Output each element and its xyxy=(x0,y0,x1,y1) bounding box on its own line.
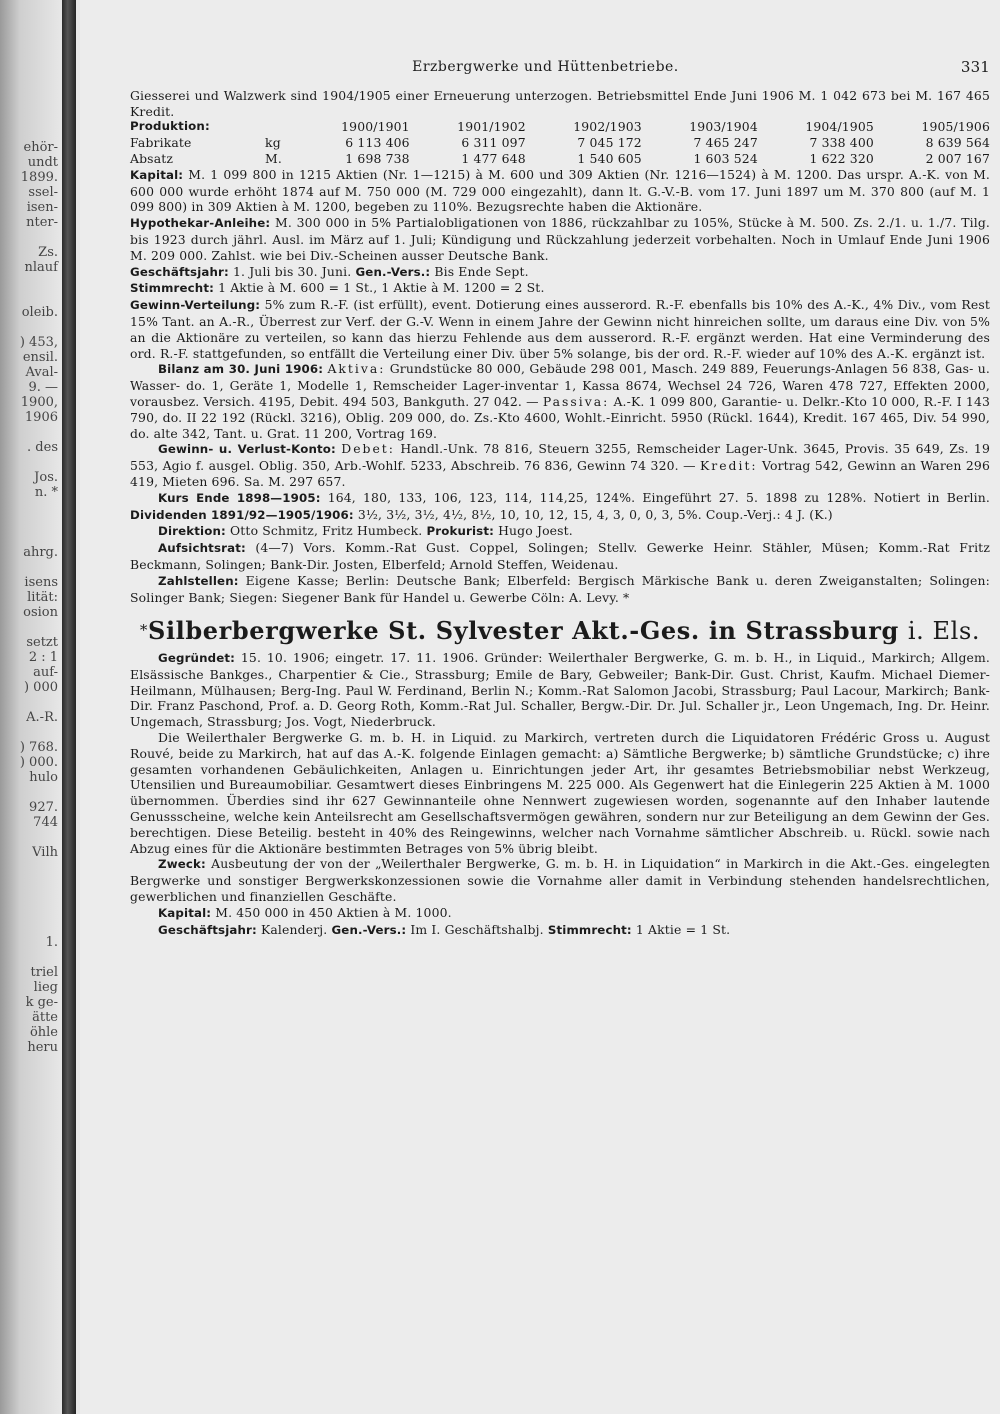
production-year: 1901/1902 xyxy=(457,119,526,135)
table-cell: 1 622 320 xyxy=(809,150,874,166)
production-year: 1902/1903 xyxy=(573,119,642,135)
stimmrecht-text: 1 Aktie à M. 600 = 1 St., 1 Aktie à M. 1200 = 2 St. xyxy=(218,280,545,296)
gegruendet-text: 15. 10. 1906; eingetr. 17. 11. 1906. Gründer: Weilerthaler Bergwerke, G. m. b. H., in Liquid., Markirch; Allgem. Elsässische Bankges., Charpentier & Cie., Strassburg; Emile de Bary, Gebweiler; Bank-Dir. Gust. Christ, Kaufm. Michael Diemer-Heilmann, Mülhausen; Berg-Ing. Paul W. Ferdinand, Berlin N.; Komm.-Rat Salomon Jacobi, Strassburg; Paul Lacour, Markirch; Bank-Dir. Franz Paschond, Prof. a. D. Georg Roth, Komm.-Rat Jul. Schaller, Bergw.-Dir. Dr. Jul. Schaller jr., Leon Ungemach, Ing. Dr. Heinr. Ungemach, Strassburg; Jos. Vogt, Niederbruck. xyxy=(130,650,991,730)
margin-fragment: 744 xyxy=(33,815,58,830)
margin-fragment: osion xyxy=(23,605,58,620)
margin-fragment: ) 000 xyxy=(23,680,58,695)
margin-fragment xyxy=(0,290,60,305)
margin-fragment: 927. xyxy=(29,800,58,815)
asterisk-mark: * xyxy=(139,621,149,640)
production-row-fabrikate xyxy=(130,135,990,151)
margin-fragment: öhle xyxy=(29,1025,58,1040)
gewinn-verteilung-paragraph xyxy=(130,297,990,361)
margin-fragment: 1900, xyxy=(20,395,58,410)
margin-fragment xyxy=(0,425,60,440)
margin-fragment: setzt xyxy=(26,635,58,650)
margin-fragment: . des xyxy=(27,440,58,455)
company-heading-sub: i. Els. xyxy=(907,617,981,646)
table-cell: 2 007 167 xyxy=(925,150,990,166)
margin-fragment: k ge- xyxy=(25,995,58,1010)
margin-fragment xyxy=(0,830,60,845)
margin-fragment: 1. xyxy=(45,935,58,950)
book-gutter xyxy=(62,0,76,1414)
margin-fragment xyxy=(0,455,60,470)
geschaeftsjahr-label: Geschäftsjahr: xyxy=(130,264,229,279)
stimmrecht2-label: Stimmrecht: xyxy=(547,922,632,937)
margin-fragment: ehör- xyxy=(23,140,58,155)
production-year: 1904/1905 xyxy=(805,119,874,135)
margin-fragment: ahrg. xyxy=(23,545,58,560)
page-content xyxy=(130,60,990,938)
production-block xyxy=(130,119,990,166)
aufsichtsrat-label: Aufsichtsrat: xyxy=(158,541,246,556)
direktion-label: Direktion: xyxy=(158,524,226,539)
debet-text: Handl.-Unk. 78 816, Steuern 3255, Remscheider Lager-Unk. 3645, Provis. 35 649, Zs. 19 553, Agio f. ausgel. Oblig. 350, Arb.-Wohlf. 5233, Abschreib. 76 836, Gewinn 74 320. — xyxy=(130,441,990,474)
table-cell: 7 465 247 xyxy=(693,135,758,151)
zahlstellen-text: Eigene Kasse; Berlin: Deutsche Bank; Elberfeld: Bergisch Märkische Bank u. deren Zweiganstalten; Solingen: Solinger Bank; Siegen: Siegener Bank für Handel u. Gewerbe Cöln: A. Levy. * xyxy=(130,572,990,605)
aufsichtsrat-paragraph xyxy=(130,540,990,573)
margin-fragment: Jos. xyxy=(34,470,58,485)
zahlstellen-label: Zahlstellen: xyxy=(158,573,239,588)
stimmrecht2-text: 1 Aktie = 1 St. xyxy=(635,921,731,937)
margin-fragment xyxy=(0,620,60,635)
production-year: 1900/1901 xyxy=(341,119,410,135)
table-cell: 6 311 097 xyxy=(461,135,526,151)
table-cell: 1 698 738 xyxy=(345,150,410,166)
zweck-text: Ausbeutung der von der „Weilerthaler Bergwerke, G. m. b. H. in Liquidation“ in Markirch in die Akt.-Ges. eingelegten Bergwerke und sonstiger Bergwerkskonzessionen sowie die Vornahme aller damit in Verbindung stehenden handelsrechtlichen, gewerblichen und finanziellen Geschäfte. xyxy=(130,856,991,905)
passiva-label: Passiva: xyxy=(542,393,610,409)
kredit-label: Kredit: xyxy=(700,458,758,474)
bilanz-label: Bilanz am 30. Juni 1906: xyxy=(158,362,324,377)
margin-fragment xyxy=(0,905,60,920)
margin-fragment: nlauf xyxy=(24,260,58,275)
row-label: Absatz xyxy=(130,150,174,166)
direktion-text: Otto Schmitz, Fritz Humbeck. xyxy=(230,523,423,539)
margin-fragment: n. * xyxy=(34,485,58,500)
row-unit: M. xyxy=(265,150,282,166)
margin-fragment: oleib. xyxy=(21,305,58,320)
table-cell: 1 603 524 xyxy=(693,150,758,166)
kredit-text: Vortrag 542, Gewinn an Waren 296 419, Mieten 696. Sa. M. 297 657. xyxy=(130,458,991,489)
gegruendet-paragraph xyxy=(130,650,990,730)
hypothek-label: Hypothekar-Anleihe: xyxy=(130,216,271,231)
margin-fragment: ) 768. xyxy=(19,740,58,755)
margin-fragment: undt xyxy=(27,155,58,170)
prokurist-label: Prokurist: xyxy=(426,524,494,539)
geschaeftsjahr-paragraph xyxy=(130,264,990,281)
hypothek-paragraph xyxy=(130,215,990,263)
margin-fragment xyxy=(0,320,60,335)
margin-fragment: ssel- xyxy=(28,185,58,200)
gewinn-verlust-label: Gewinn- u. Verlust-Konto: xyxy=(158,442,336,457)
geschaeftsjahr-text: 1. Juli bis 30. Juni. xyxy=(232,263,352,279)
aufsichtsrat-text: (4—7) Vors. Komm.-Rat Gust. Coppel, Solingen; Stellv. Gewerke Heinr. Stähler, Müsen; Komm.-Rat Fritz Beckmann, Solingen; Bank-Dir. Josten, Elberfeld; Arnold Steffen, Weidenau. xyxy=(130,540,990,572)
margin-fragment xyxy=(0,785,60,800)
margin-fragment: 2 : 1 xyxy=(28,650,58,665)
margin-fragment: Vilh xyxy=(32,845,58,860)
table-cell: 7 045 172 xyxy=(577,135,642,151)
geschaeftsjahr2-text: Kalenderj. xyxy=(260,921,328,937)
margin-fragment: ensil. xyxy=(22,350,58,365)
stimmrecht-label: Stimmrecht: xyxy=(130,281,214,296)
margin-fragment: lieg xyxy=(33,980,58,995)
margin-fragment xyxy=(0,530,60,545)
kapital2-paragraph xyxy=(130,905,990,922)
direktion-paragraph xyxy=(130,523,990,540)
geschaeftsjahr2-label: Geschäftsjahr: xyxy=(158,922,257,937)
book-page xyxy=(80,0,1000,1414)
kurse-paragraph xyxy=(130,490,990,524)
margin-fragment xyxy=(0,725,60,740)
genvers-label: Gen.-Vers.: xyxy=(355,264,431,279)
margin-fragment: 9. — xyxy=(28,380,58,395)
kurse-text: 164, 180, 133, 106, 123, 114, 114,25, 124%. Eingeführt 27. 5. 1898 zu 128%. Notiert in Berlin. xyxy=(327,489,990,505)
intro-paragraph: Giesserei und Walzwerk sind 1904/1905 einer Erneuerung unterzogen. Betriebsmittel Ende Juni 1906 M. 1 042 673 bei M. 167 465 Kredit. xyxy=(130,87,990,119)
margin-fragment: ätte xyxy=(32,1010,58,1025)
aktiva-text: Grundstücke 80 000, Gebäude 298 001, Masch. 249 889, Feuerungs-Anlagen 56 838, Gas- u. Wasser- do. 1, Geräte 1, Modelle 1, Remscheider Lager-inventar 1, Kassa 8674, Wechsel 24 726, Waren 478 727, Effekten 2000, vorausbez. Versich. 4195, Debit. 494 503, Bankguth. 27 042. — xyxy=(130,361,990,409)
table-cell: 8 639 564 xyxy=(925,135,990,151)
kapital2-label: Kapital: xyxy=(158,905,212,920)
table-cell: 7 338 400 xyxy=(809,135,874,151)
table-cell: 1 477 648 xyxy=(461,150,526,166)
company-heading xyxy=(130,616,990,646)
company-heading-main: Silberbergwerke St. Sylvester Akt.-Ges. in Strassburg xyxy=(148,616,899,646)
margin-fragment: 1899. xyxy=(20,170,58,185)
running-title: Erzbergwerke und Hüttenbetriebe. xyxy=(412,59,679,75)
margin-fragment: isens xyxy=(24,575,58,590)
gewinn-verteilung-text: 5% zum R.-F. (ist erfüllt), event. Dotierung eines ausserord. R.-F. ebenfalls bis 10% des A.-K., 4% Div., vom Rest 15% Tant. an A.-R., Überrest zur Verf. der G.-V. Wenn in einem Jahre der Gewinn nicht hinreichen sollte, um daraus eine Div. von 5% an die Aktionäre zu verteilen, so kann das hierzu Fehlende aus dem ausserord. R.-F. ergänzt werden. Hat eine Verminderung des ord. R.-F. stattgefunden, so entfällt die Verteilung einer Div. über 5% solange, bis der ord. R.-F. wieder auf 10% des A.-K. ergänzt ist. xyxy=(130,297,990,361)
table-cell: 6 113 406 xyxy=(345,135,410,151)
kapital2-text: M. 450 000 in 450 Aktien à M. 1000. xyxy=(215,904,452,920)
gewinn-verlust-paragraph xyxy=(130,441,990,489)
previous-page-margin-fragments xyxy=(0,140,60,1390)
margin-fragment xyxy=(0,920,60,935)
margin-fragment: ) 453, xyxy=(19,335,58,350)
margin-fragment xyxy=(0,875,60,890)
genvers-text: Bis Ende Sept. xyxy=(434,263,529,279)
zweck-label: Zweck: xyxy=(158,857,206,872)
margin-fragment: lität: xyxy=(27,590,58,605)
margin-fragment: nter- xyxy=(26,215,58,230)
production-table xyxy=(130,119,990,166)
debet-label: Debet: xyxy=(341,441,395,457)
dividenden-text: 3½, 3½, 3½, 4½, 8½, 10, 10, 12, 15, 4, 3, 0, 0, 3, 5%. Coup.-Verj.: 4 J. (K.) xyxy=(357,506,833,522)
kapital-text: M. 1 099 800 in 1215 Aktien (Nr. 1—1215) à M. 600 und 309 Aktien (Nr. 1216—1524) à M. 1200. Das urspr. A.-K. von M. 600 000 wurde erhöht 1874 auf M. 750 000 (M. 729 000 eingezahlt), dann lt. G.-V.-B. vom 17. Juni 1897 um M. 370 800 (auf M. 1 099 800) in 309 Aktien à M. 1200, begeben zu 110%. Bezugsrechte haben die Aktionäre. xyxy=(130,166,990,215)
stimmrecht-paragraph xyxy=(130,280,990,297)
margin-fragment xyxy=(0,560,60,575)
weilerthaler-paragraph: Die Weilerthaler Bergwerke G. m. b. H. in Liquid. zu Markirch, vertreten durch die Liquidatoren Frédéric Gross u. August Rouvé, beide zu Markirch, hat auf das A.-K. folgende Einlagen gemacht: a) Sämtliche Bergwerke; b) sämtliche Grundstücke; c) ihre gesamten vorhandenen Gebäulichkeiten, Anlagen u. Einrichtungen jeder Art, ihr gesamtes Betriebsmobiliar nebst Werkzeug, Utensilien und Bureaumobiliar. Gesamtwert dieses Einbringens M. 225 000. Als Gegenwert hat die Einlegerin 225 Aktien à M. 1000 übernommen. Überdies sind ihr 627 Gewinnanteile ohne Nennwert zugewiesen worden, sogenannte auf den Inhaber lautende Genussscheine, welche kein Anteilsrecht am Gesellschaftsvermögen gewähren, sondern nur zur Beteiligung an dem Gewinn der Ges. berechtigen. Diese Beteilig. besteht in 40% des Reingewinns, welcher nach Vornahme sämtlicher Abschreib. u. Rückl. sowie nach Abzug eines für die Aktionäre bestimmten Betrages von 5% übrig bleibt. xyxy=(130,730,990,856)
dividenden-label: Dividenden 1891/92—1905/1906: xyxy=(130,507,354,522)
prokurist-text: Hugo Joest. xyxy=(498,523,573,539)
genvers2-text: Im I. Geschäftshalbj. xyxy=(410,921,544,937)
kapital-label: Kapital: xyxy=(130,167,184,182)
margin-fragment: hulo xyxy=(29,770,58,785)
margin-fragment xyxy=(0,950,60,965)
hypothek-text: M. 300 000 in 5% Partialobligationen von 1886, rückzahlbar zu 105%, Stücke à M. 500. Zs. 2./1. u. 1./7. Tilg. bis 1923 durch jährl. Ausl. im März auf 1. Juli; Kündigung und Rückzahlung jederzeit vorbehalten. Noch in Umlauf Ende Juni 1906 M. 209 000. Zahlst. wie bei Div.-Scheinen ausser Deutsche Bank. xyxy=(130,215,991,263)
margin-fragment xyxy=(0,860,60,875)
zahlstellen-paragraph xyxy=(130,573,990,606)
gewinn-verteilung-label: Gewinn-Verteilung: xyxy=(130,298,261,313)
running-header xyxy=(130,60,990,76)
margin-fragment xyxy=(0,500,60,515)
page-number: 331 xyxy=(960,58,990,76)
margin-fragment xyxy=(0,230,60,245)
margin-fragment: ) 000. xyxy=(19,755,58,770)
kapital-paragraph xyxy=(130,167,990,215)
margin-fragment: heru xyxy=(27,1040,58,1055)
genvers2-label: Gen.-Vers.: xyxy=(331,922,407,937)
margin-fragment: Zs. xyxy=(38,245,58,260)
margin-fragment: Aval- xyxy=(25,365,58,380)
bilanz-paragraph xyxy=(130,361,990,441)
margin-fragment: auf- xyxy=(33,665,58,680)
margin-fragment: isen- xyxy=(26,200,58,215)
production-year: 1903/1904 xyxy=(689,119,758,135)
kurse-label: Kurs Ende 1898—1905: xyxy=(158,490,321,505)
zweck-paragraph xyxy=(130,856,990,904)
production-header-row xyxy=(130,119,990,135)
margin-fragment: triel xyxy=(30,965,58,980)
passiva-text: A.-K. 1 099 800, Garantie- u. Delkr.-Kto 10 000, R.-F. I 143 790, do. II 22 192 (Rückl. 3216), Oblig. 209 000, do. Zs.-Kto 4600, Wohlt.-Einricht. 5950 (Rückl. 1644), Kredit. 167 465, Div. 54 990, do. alte 342, Tant. u. Grat. 11 200, Vortrag 169. xyxy=(130,393,991,441)
production-row-absatz xyxy=(130,151,990,167)
production-label: Produktion: xyxy=(130,119,210,134)
row-label: Fabrikate xyxy=(130,135,192,151)
margin-fragment xyxy=(0,275,60,290)
margin-fragment: 1906 xyxy=(24,410,58,425)
gegruendet-label: Gegründet: xyxy=(158,651,236,666)
row-unit: kg xyxy=(265,135,281,151)
geschaeftsjahr2-paragraph xyxy=(130,922,990,939)
aktiva-label: Aktiva: xyxy=(327,361,386,377)
margin-fragment xyxy=(0,515,60,530)
margin-fragment xyxy=(0,695,60,710)
table-cell: 1 540 605 xyxy=(577,150,642,166)
margin-fragment xyxy=(0,890,60,905)
margin-fragment: A.-R. xyxy=(26,710,58,725)
production-year: 1905/1906 xyxy=(921,119,990,135)
